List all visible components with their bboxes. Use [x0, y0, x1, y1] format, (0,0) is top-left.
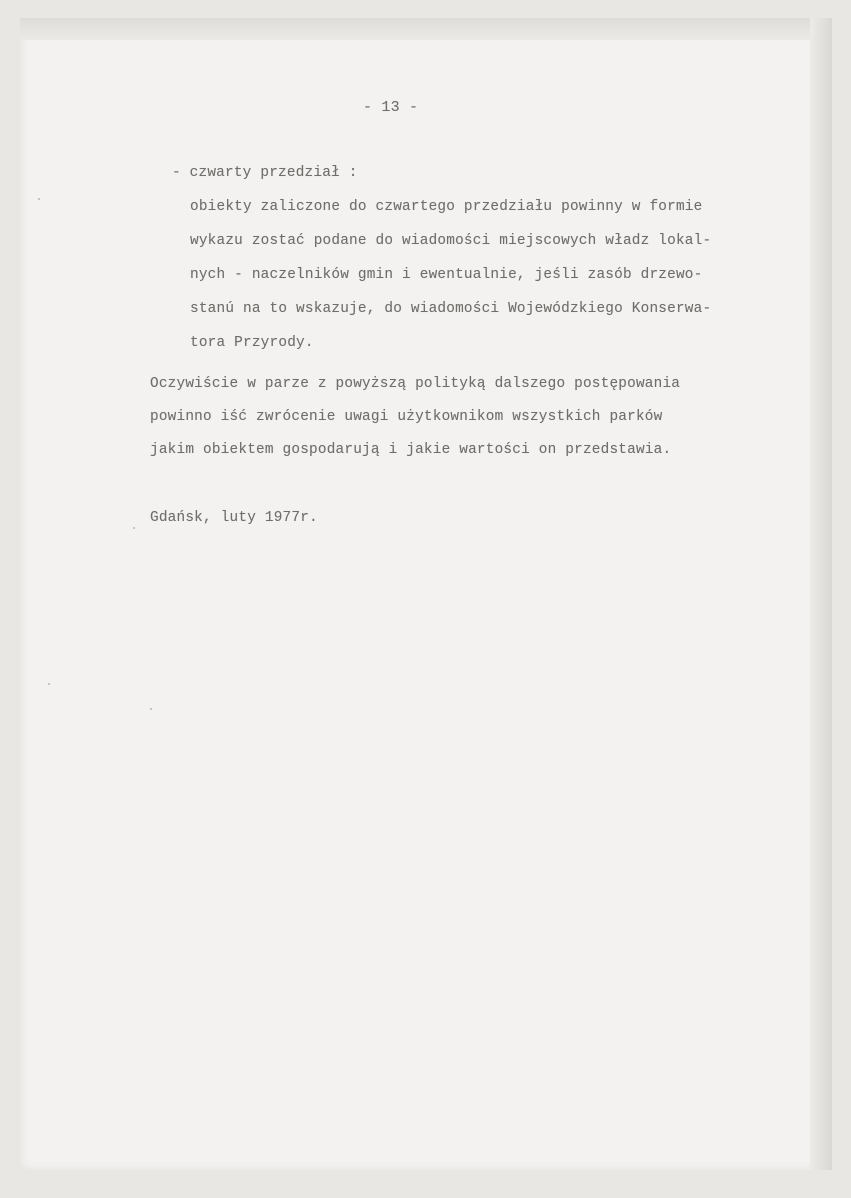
document-page — [20, 18, 832, 1170]
text-line-9: jakim obiektem gospodarują i jakie wartości on przedstawia. — [150, 442, 672, 458]
page-right-edge — [810, 18, 832, 1170]
text-line-2: obiekty zaliczone do czwartego przedziału powinny w formie — [190, 199, 703, 215]
text-line-5: stanú na to wskazuje, do wiadomości Wojewódzkiego Konserwa- — [190, 301, 712, 317]
paper-speck — [150, 708, 152, 710]
page-number: - 13 - — [363, 99, 419, 116]
text-line-7: Oczywiście w parze z powyższą polityką dalszego postępowania — [150, 376, 681, 392]
text-line-8: powinno iść zwrócenie uwagi użytkownikom wszystkich parków — [150, 409, 663, 425]
text-line-1: - czwarty przedział : — [172, 165, 358, 181]
text-line-3: wykazu zostać podane do wiadomości miejscowych władz lokal- — [190, 233, 712, 249]
paper-speck — [48, 683, 50, 685]
paper-speck — [38, 198, 40, 200]
text-line-4: nych - naczelników gmin i ewentualnie, jeśli zasób drzewo- — [190, 267, 703, 283]
place-date-line: Gdańsk, luty 1977r. — [150, 510, 318, 526]
text-line-6: tora Przyrody. — [190, 335, 314, 351]
page-top-edge — [20, 18, 832, 40]
paper-speck — [133, 527, 135, 529]
